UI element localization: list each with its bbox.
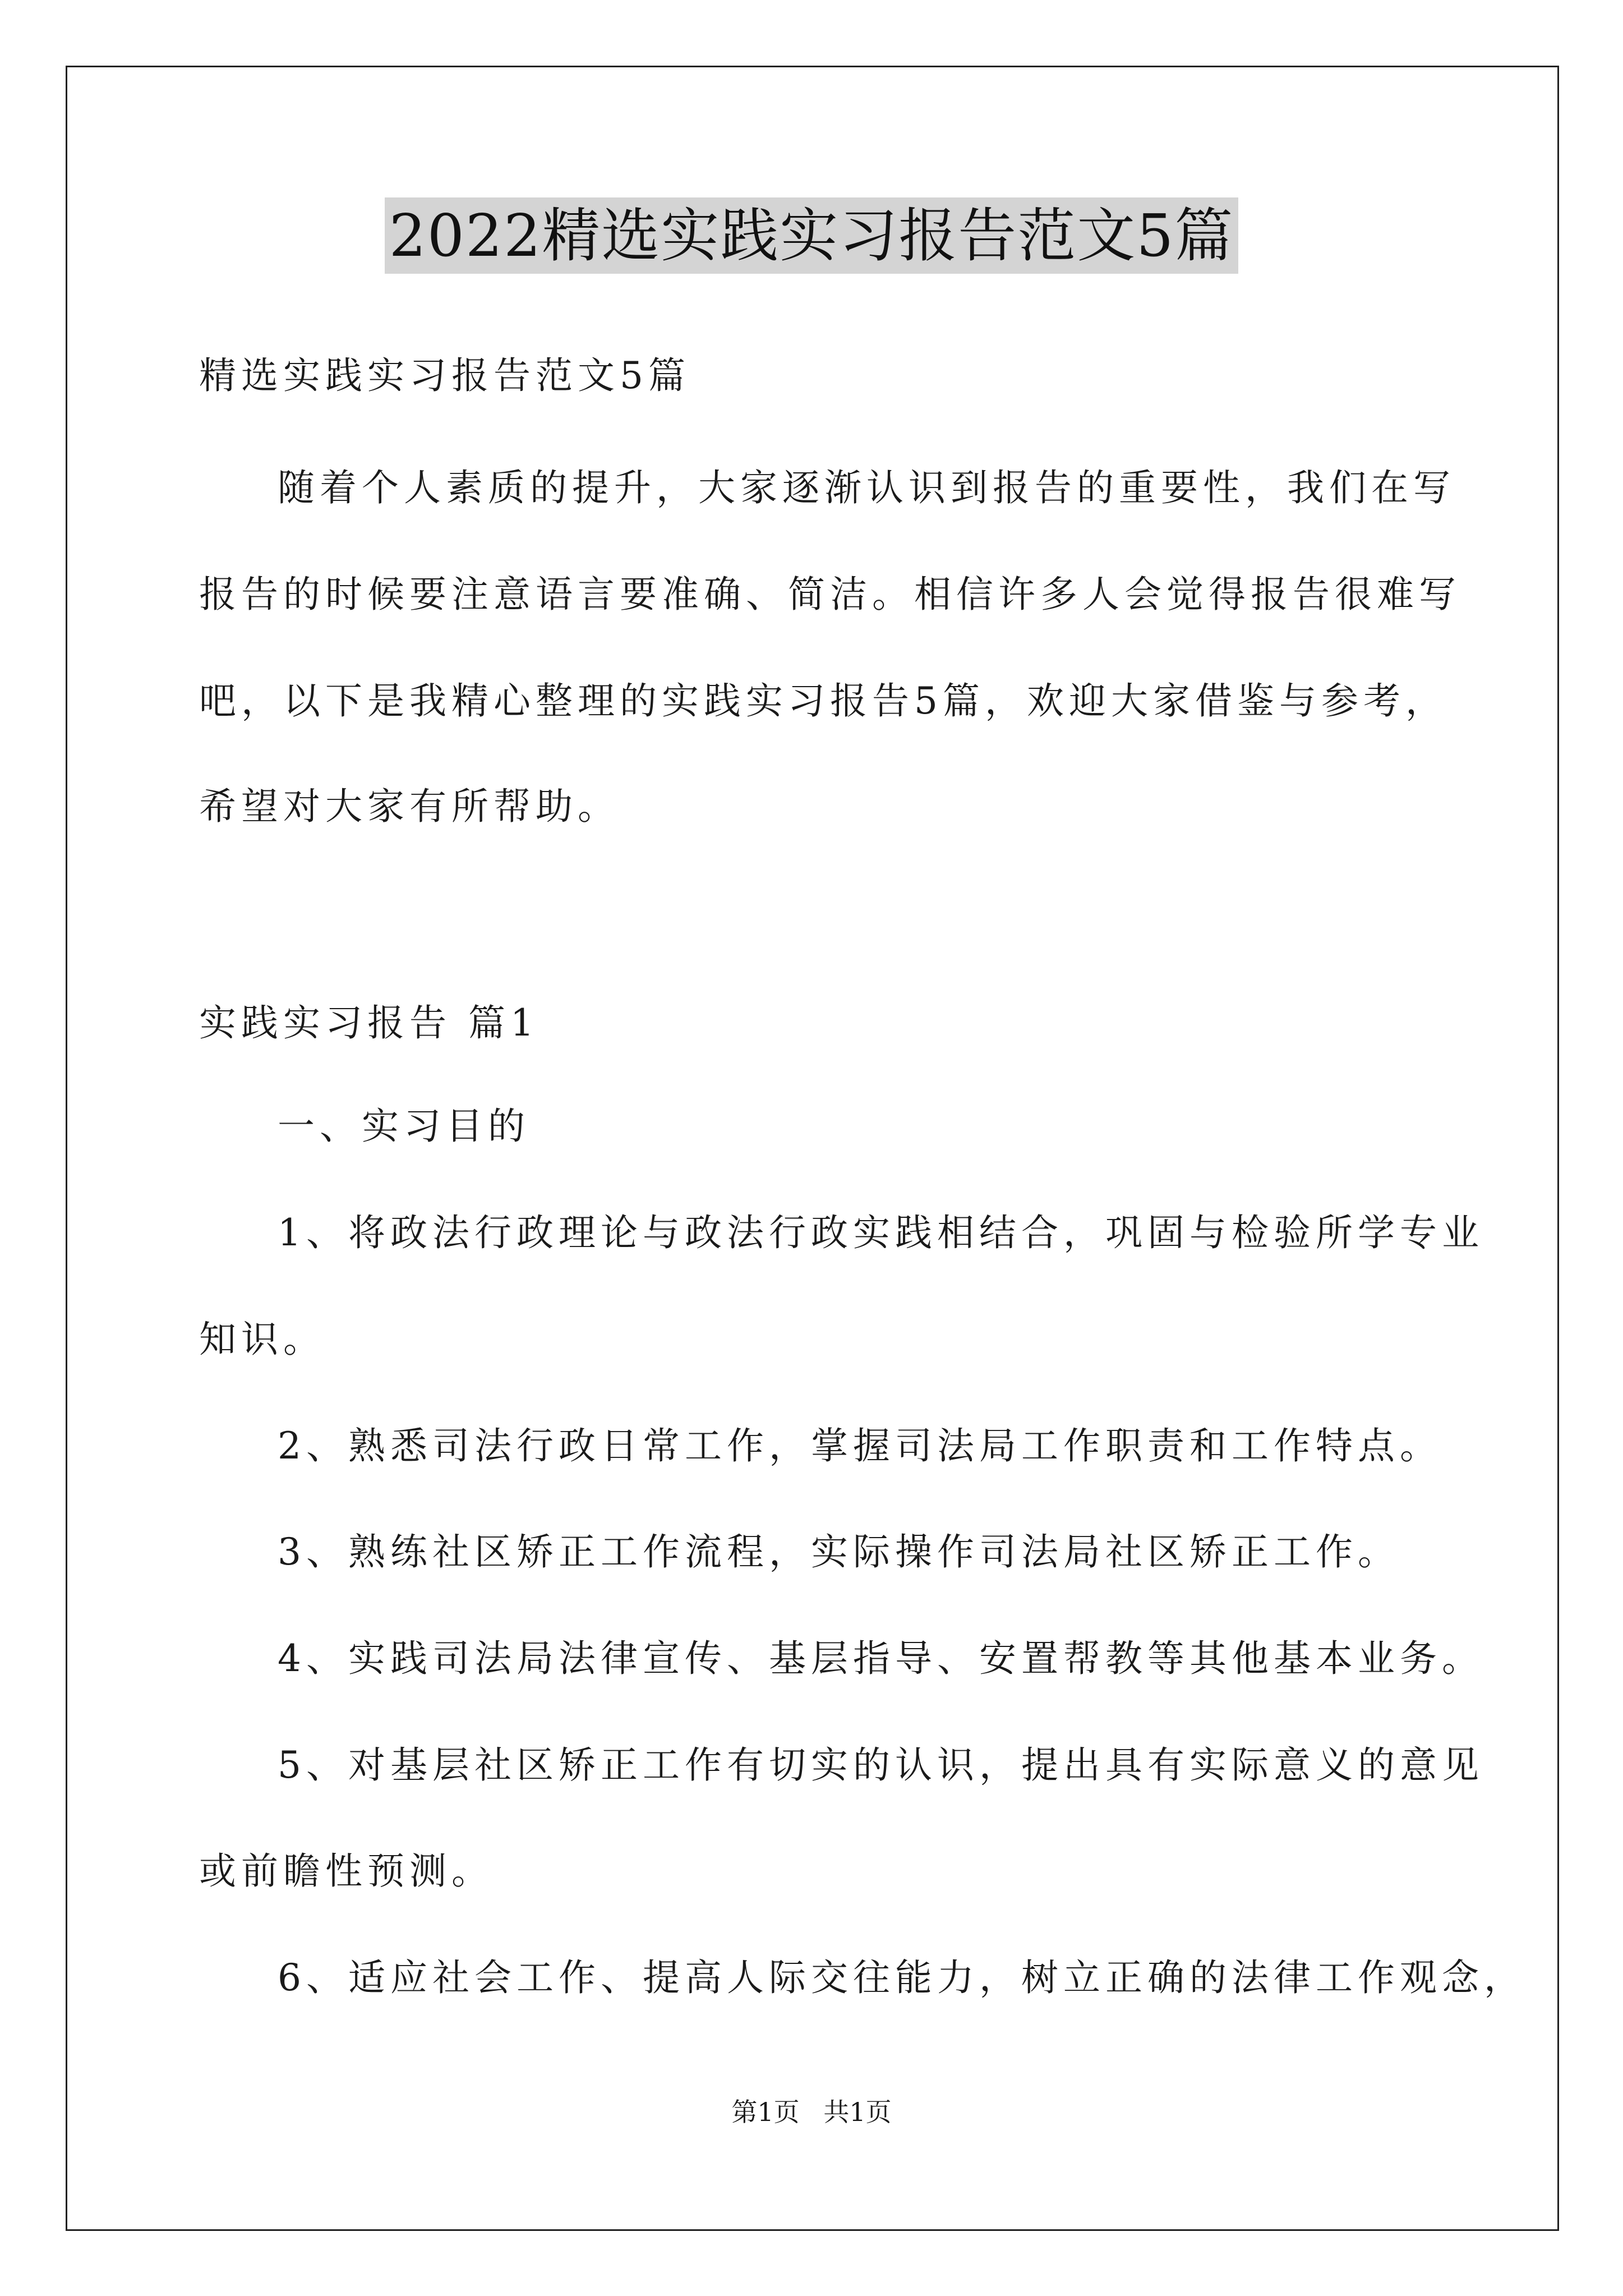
total-pages: 共1页 bbox=[823, 2097, 892, 2127]
title-container bbox=[0, 197, 1623, 274]
section-heading: 实践实习报告 篇1 bbox=[199, 1001, 539, 1045]
item-line-4: 3、熟练社区矫正工作流程，实际操作司法局社区矫正工作。 bbox=[278, 1530, 1400, 1573]
page-number: 第1页 bbox=[731, 2097, 800, 2127]
item-line-8: 6、适应社会工作、提高人际交往能力，树立正确的法律工作观念， bbox=[278, 1956, 1526, 1999]
intro-line-4: 希望对大家有所帮助。 bbox=[199, 785, 620, 828]
document-title: 2022精选实践实习报告范文5篇 bbox=[385, 197, 1239, 274]
item-line-5: 4、实践司法局法律宣传、基层指导、安置帮教等其他基本业务。 bbox=[278, 1637, 1484, 1680]
intro-line-2: 报告的时候要注意语言要准确、简洁。相信许多人会觉得报告很难写 bbox=[199, 573, 1461, 616]
document-subtitle: 精选实践实习报告范文5篇 bbox=[199, 354, 690, 397]
item-line-7: 或前瞻性预测。 bbox=[199, 1849, 494, 1893]
item-line-1: 1、将政法行政理论与政法行政实践相结合，巩固与检验所学专业 bbox=[278, 1211, 1484, 1254]
item-line-6: 5、对基层社区矫正工作有切实的认识，提出具有实际意义的意见 bbox=[278, 1743, 1484, 1787]
page-footer bbox=[0, 2095, 1623, 2129]
item-line-2: 知识。 bbox=[199, 1318, 325, 1361]
sub-heading: 一、实习目的 bbox=[278, 1105, 530, 1148]
intro-line-1: 随着个人素质的提升，大家逐渐认识到报告的重要性，我们在写 bbox=[278, 466, 1455, 509]
item-line-3: 2、熟悉司法行政日常工作，掌握司法局工作职责和工作特点。 bbox=[278, 1424, 1442, 1467]
intro-line-3: 吧，以下是我精心整理的实践实习报告5篇，欢迎大家借鉴与参考， bbox=[199, 679, 1447, 723]
